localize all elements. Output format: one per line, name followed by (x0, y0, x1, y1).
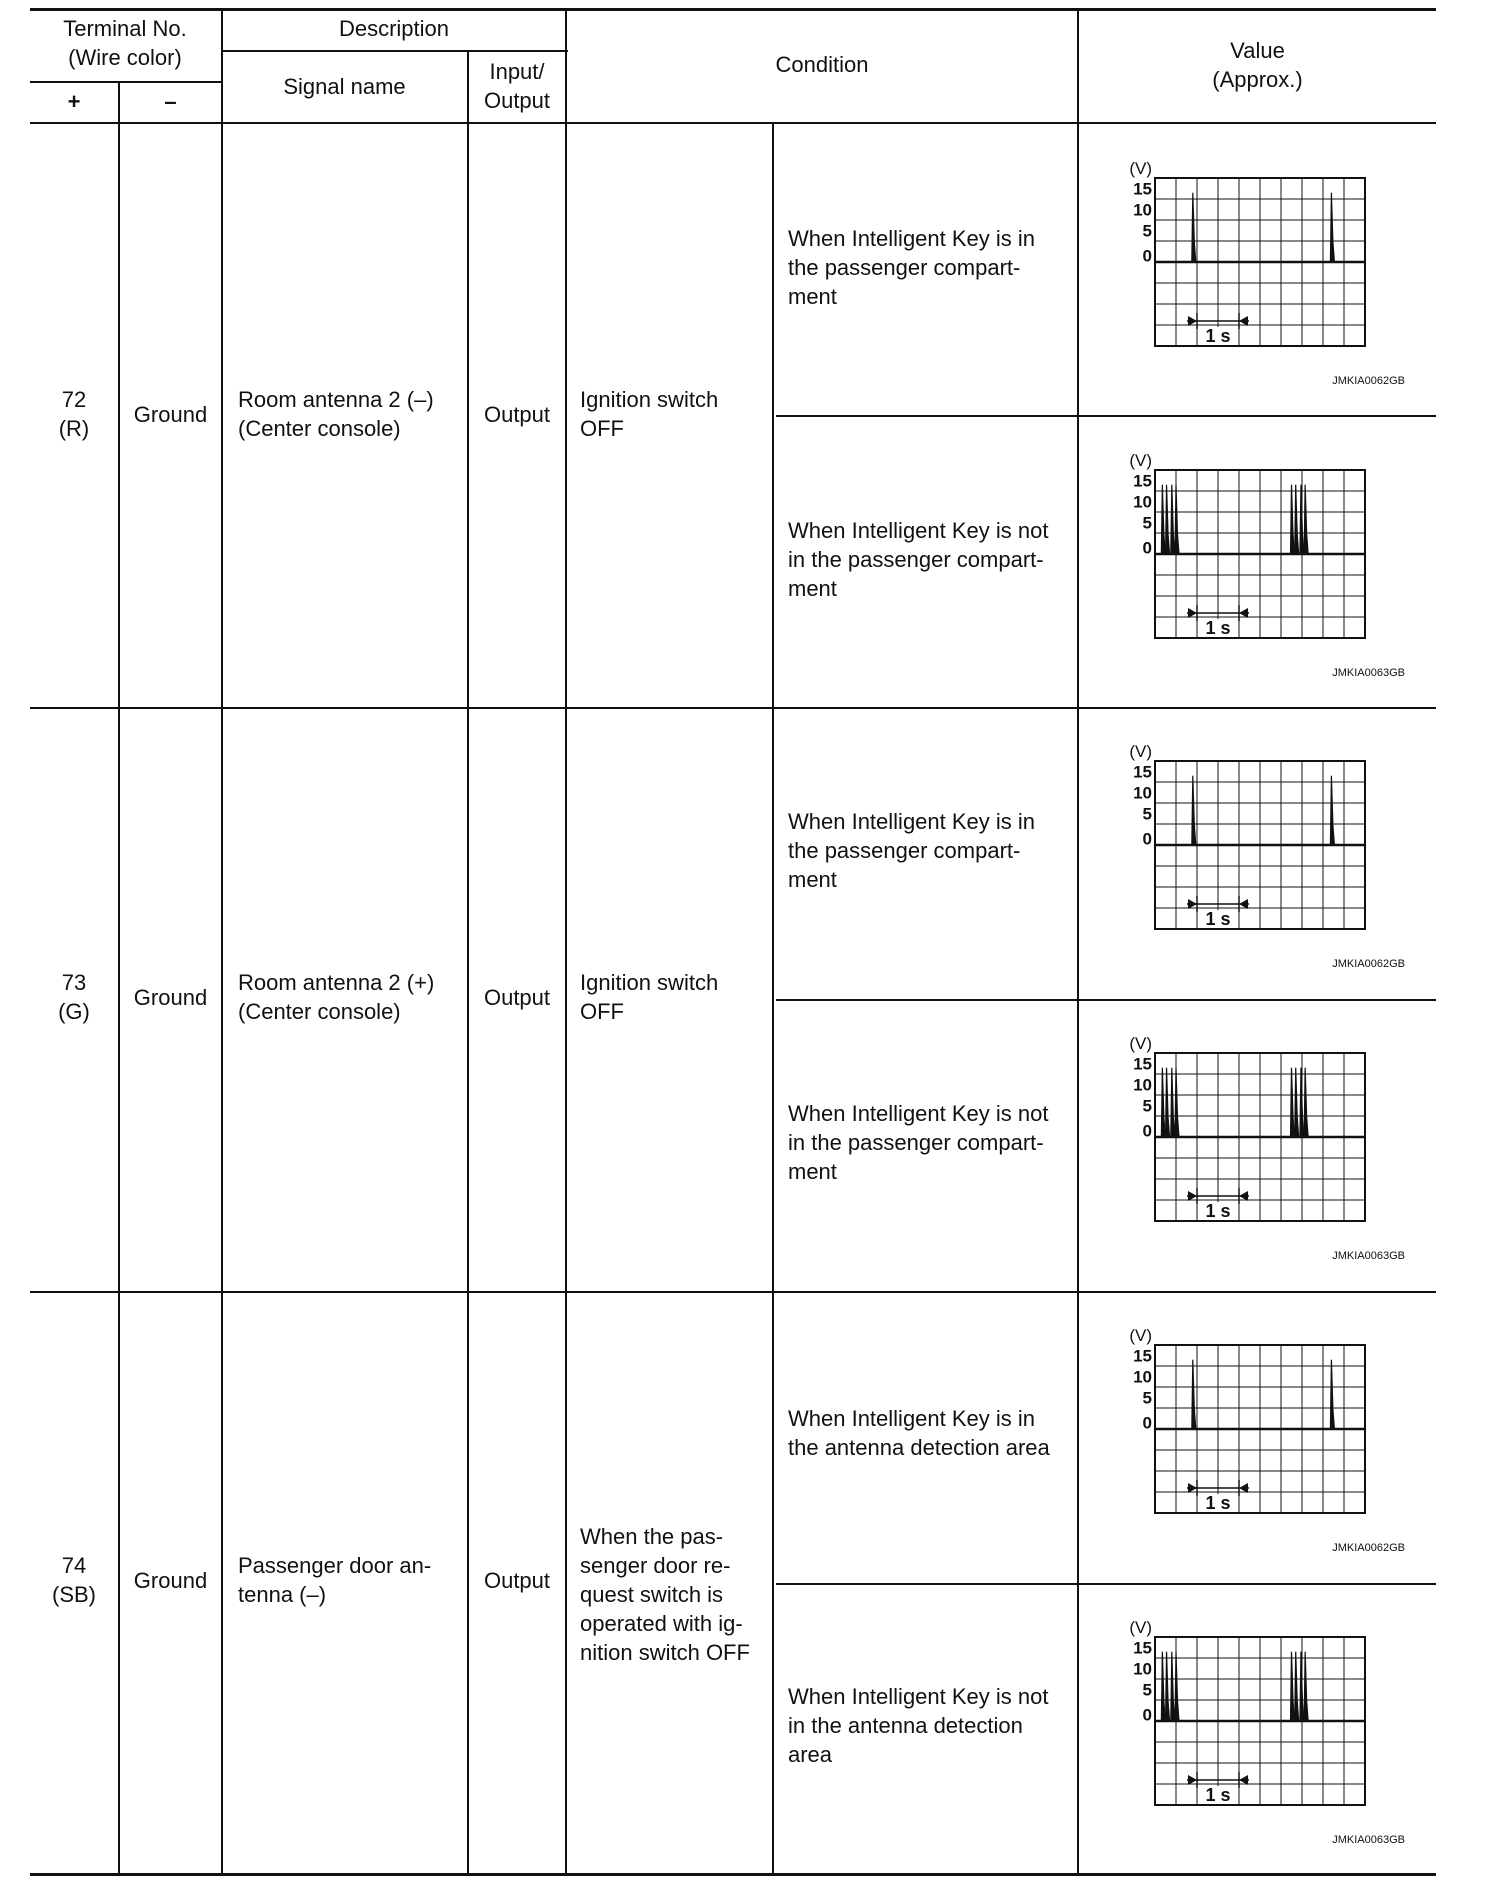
header-description: Description (338, 16, 450, 41)
sub-condition-text: area (788, 1742, 833, 1767)
unit-label: (V) (1129, 160, 1152, 178)
header-minus: – (164, 89, 177, 114)
unit-label: (V) (1129, 1327, 1152, 1345)
y-tick-label: 10 (1133, 1075, 1152, 1095)
sub-condition-text: ment (788, 1159, 837, 1184)
condition-text: When the pas- (580, 1524, 724, 1549)
col-rule-signal-io (467, 50, 469, 1874)
waveform-pulse (1295, 1068, 1299, 1137)
waveform-pulse (1304, 1068, 1308, 1137)
sub-condition-text: When Intelligent Key is not (788, 1101, 1049, 1126)
figure-code: JMKIA0062GB (1332, 1542, 1405, 1554)
y-tick-label: 10 (1133, 1659, 1152, 1679)
waveform-figure (1105, 743, 1415, 973)
ground-label: Ground (133, 985, 208, 1010)
header-value-line1: Value (1230, 38, 1285, 63)
sub-condition-text: the passenger compart- (788, 838, 1021, 863)
waveform-pulse (1175, 1652, 1179, 1721)
condition-text: Ignition switch (580, 387, 719, 412)
sub-condition-text: When Intelligent Key is in (788, 1406, 1036, 1431)
y-tick-label: 10 (1133, 1367, 1152, 1387)
sub-condition-text: ment (788, 576, 837, 601)
waveform-pulse (1161, 485, 1165, 554)
figure-code: JMKIA0063GB (1332, 1834, 1405, 1846)
y-tick-label: 15 (1133, 1638, 1152, 1658)
sub-condition-text: When Intelligent Key is not (788, 1684, 1049, 1709)
table-top-rule (30, 8, 1436, 11)
header-io-line2: Output (483, 88, 551, 113)
y-tick-label: 10 (1133, 200, 1152, 220)
y-tick-label: 15 (1133, 762, 1152, 782)
figure-code: JMKIA0062GB (1332, 958, 1405, 970)
waveform-pulse (1192, 193, 1196, 262)
header-condition: Condition (775, 52, 869, 77)
waveform-pulse (1304, 485, 1308, 554)
col-rule-desc-condition (565, 8, 567, 1874)
y-tick-label: 15 (1133, 1346, 1152, 1366)
unit-label: (V) (1129, 1035, 1152, 1053)
sub-condition-text: in the passenger compart- (788, 1130, 1044, 1155)
header-terminal-no: Terminal No. (63, 16, 187, 41)
row-rule-72-73 (30, 707, 1436, 709)
waveform-pulse (1192, 1360, 1196, 1429)
terminal-number: 72 (61, 387, 87, 412)
waveform-pulse (1330, 193, 1334, 262)
time-label: 1 s (1205, 326, 1231, 346)
waveform-pulse (1330, 776, 1334, 845)
sub-condition-text: When Intelligent Key is in (788, 809, 1036, 834)
y-tick-label: 5 (1142, 1096, 1152, 1116)
y-tick-label: 15 (1133, 1054, 1152, 1074)
terminal-number: 74 (61, 1553, 87, 1578)
y-tick-label: 0 (1142, 829, 1152, 849)
io-value: Output (483, 1568, 551, 1593)
time-label: 1 s (1205, 909, 1231, 929)
header-wire-color: (Wire color) (68, 45, 182, 70)
condition-text: quest switch is (580, 1582, 724, 1607)
waveform-pulse (1291, 1068, 1295, 1137)
waveform-pulse (1304, 1652, 1308, 1721)
time-label: 1 s (1205, 1201, 1231, 1221)
ground-label: Ground (133, 402, 208, 427)
col-rule-condition-sub (772, 122, 774, 1874)
y-tick-label: 5 (1142, 513, 1152, 533)
y-tick-label: 10 (1133, 492, 1152, 512)
waveform-figure (1105, 1619, 1415, 1849)
y-tick-label: 15 (1133, 179, 1152, 199)
waveform-pulse (1171, 485, 1175, 554)
y-tick-label: 5 (1142, 804, 1152, 824)
header-bottom-rule (30, 122, 1436, 124)
signal-name: Room antenna 2 (+) (238, 970, 435, 995)
header-signal-name: Signal name (283, 74, 406, 99)
condition-text: nition switch OFF (580, 1640, 750, 1665)
waveform-pulse (1175, 1068, 1179, 1137)
waveform-pulse (1161, 1652, 1165, 1721)
header-plus: + (67, 89, 81, 114)
waveform-pulse (1291, 485, 1295, 554)
row-72-mid-rule (776, 415, 1436, 417)
time-label: 1 s (1205, 618, 1231, 638)
sub-condition-text: When Intelligent Key is not (788, 518, 1049, 543)
table-bottom-rule (30, 1873, 1436, 1876)
col-rule-terminal-desc (221, 8, 223, 1874)
sub-condition-text: ment (788, 284, 837, 309)
waveform-figure (1105, 160, 1415, 390)
header-value-line2: (Approx.) (1212, 67, 1303, 92)
sub-condition-text: the antenna detection area (788, 1435, 1050, 1460)
col-rule-condition-value (1077, 8, 1079, 1874)
waveform-figure (1105, 1035, 1415, 1265)
signal-name: Room antenna 2 (–) (238, 387, 434, 412)
header-sub-rule-description (222, 50, 568, 52)
col-rule-plus-minus (118, 81, 120, 1874)
row-74-mid-rule (776, 1583, 1436, 1585)
y-tick-label: 5 (1142, 1388, 1152, 1408)
header-sub-rule-terminal (30, 81, 222, 83)
waveform-pulse (1330, 1360, 1334, 1429)
ground-label: Ground (133, 1568, 208, 1593)
condition-text: OFF (580, 999, 624, 1024)
wire-color: (R) (58, 416, 90, 441)
condition-text: senger door re- (580, 1553, 731, 1578)
waveform-pulse (1161, 1068, 1165, 1137)
sub-condition-text: the passenger compart- (788, 255, 1021, 280)
waveform-pulse (1295, 1652, 1299, 1721)
y-tick-label: 0 (1142, 1121, 1152, 1141)
unit-label: (V) (1129, 743, 1152, 761)
waveform-pulse (1295, 485, 1299, 554)
unit-label: (V) (1129, 452, 1152, 470)
waveform-figure (1105, 452, 1415, 682)
signal-name-sub: (Center console) (238, 999, 401, 1024)
figure-code: JMKIA0063GB (1332, 667, 1405, 679)
unit-label: (V) (1129, 1619, 1152, 1637)
wire-color: (SB) (52, 1582, 96, 1607)
row-rule-73-74 (30, 1291, 1436, 1293)
y-tick-label: 5 (1142, 221, 1152, 241)
sub-condition-text: When Intelligent Key is in (788, 226, 1036, 251)
waveform-pulse (1171, 1068, 1175, 1137)
y-tick-label: 15 (1133, 471, 1152, 491)
waveform-pulse (1192, 776, 1196, 845)
time-label: 1 s (1205, 1493, 1231, 1513)
condition-text: Ignition switch (580, 970, 719, 995)
waveform-figure (1105, 1327, 1415, 1557)
sub-condition-text: in the passenger compart- (788, 547, 1044, 572)
terminal-number: 73 (61, 970, 87, 995)
wire-color: (G) (58, 999, 90, 1024)
y-tick-label: 0 (1142, 1705, 1152, 1725)
waveform-pulse (1171, 1652, 1175, 1721)
figure-code: JMKIA0062GB (1332, 375, 1405, 387)
waveform-pulse (1175, 485, 1179, 554)
header-io-line1: Input/ (489, 59, 545, 84)
signal-name: Passenger door an- (238, 1553, 432, 1578)
row-73-mid-rule (776, 999, 1436, 1001)
condition-text: OFF (580, 416, 624, 441)
y-tick-label: 0 (1142, 1413, 1152, 1433)
figure-code: JMKIA0063GB (1332, 1250, 1405, 1262)
waveform-pulse (1166, 1068, 1170, 1137)
io-value: Output (483, 985, 551, 1010)
io-value: Output (483, 402, 551, 427)
condition-text: operated with ig- (580, 1611, 743, 1636)
y-tick-label: 0 (1142, 246, 1152, 266)
y-tick-label: 10 (1133, 783, 1152, 803)
sub-condition-text: in the antenna detection (788, 1713, 1023, 1738)
y-tick-label: 5 (1142, 1680, 1152, 1700)
waveform-pulse (1166, 1652, 1170, 1721)
waveform-pulse (1291, 1652, 1295, 1721)
signal-name-sub: tenna (–) (238, 1582, 327, 1607)
sub-condition-text: ment (788, 867, 837, 892)
time-label: 1 s (1205, 1785, 1231, 1805)
waveform-pulse (1166, 485, 1170, 554)
y-tick-label: 0 (1142, 538, 1152, 558)
signal-name-sub: (Center console) (238, 416, 401, 441)
